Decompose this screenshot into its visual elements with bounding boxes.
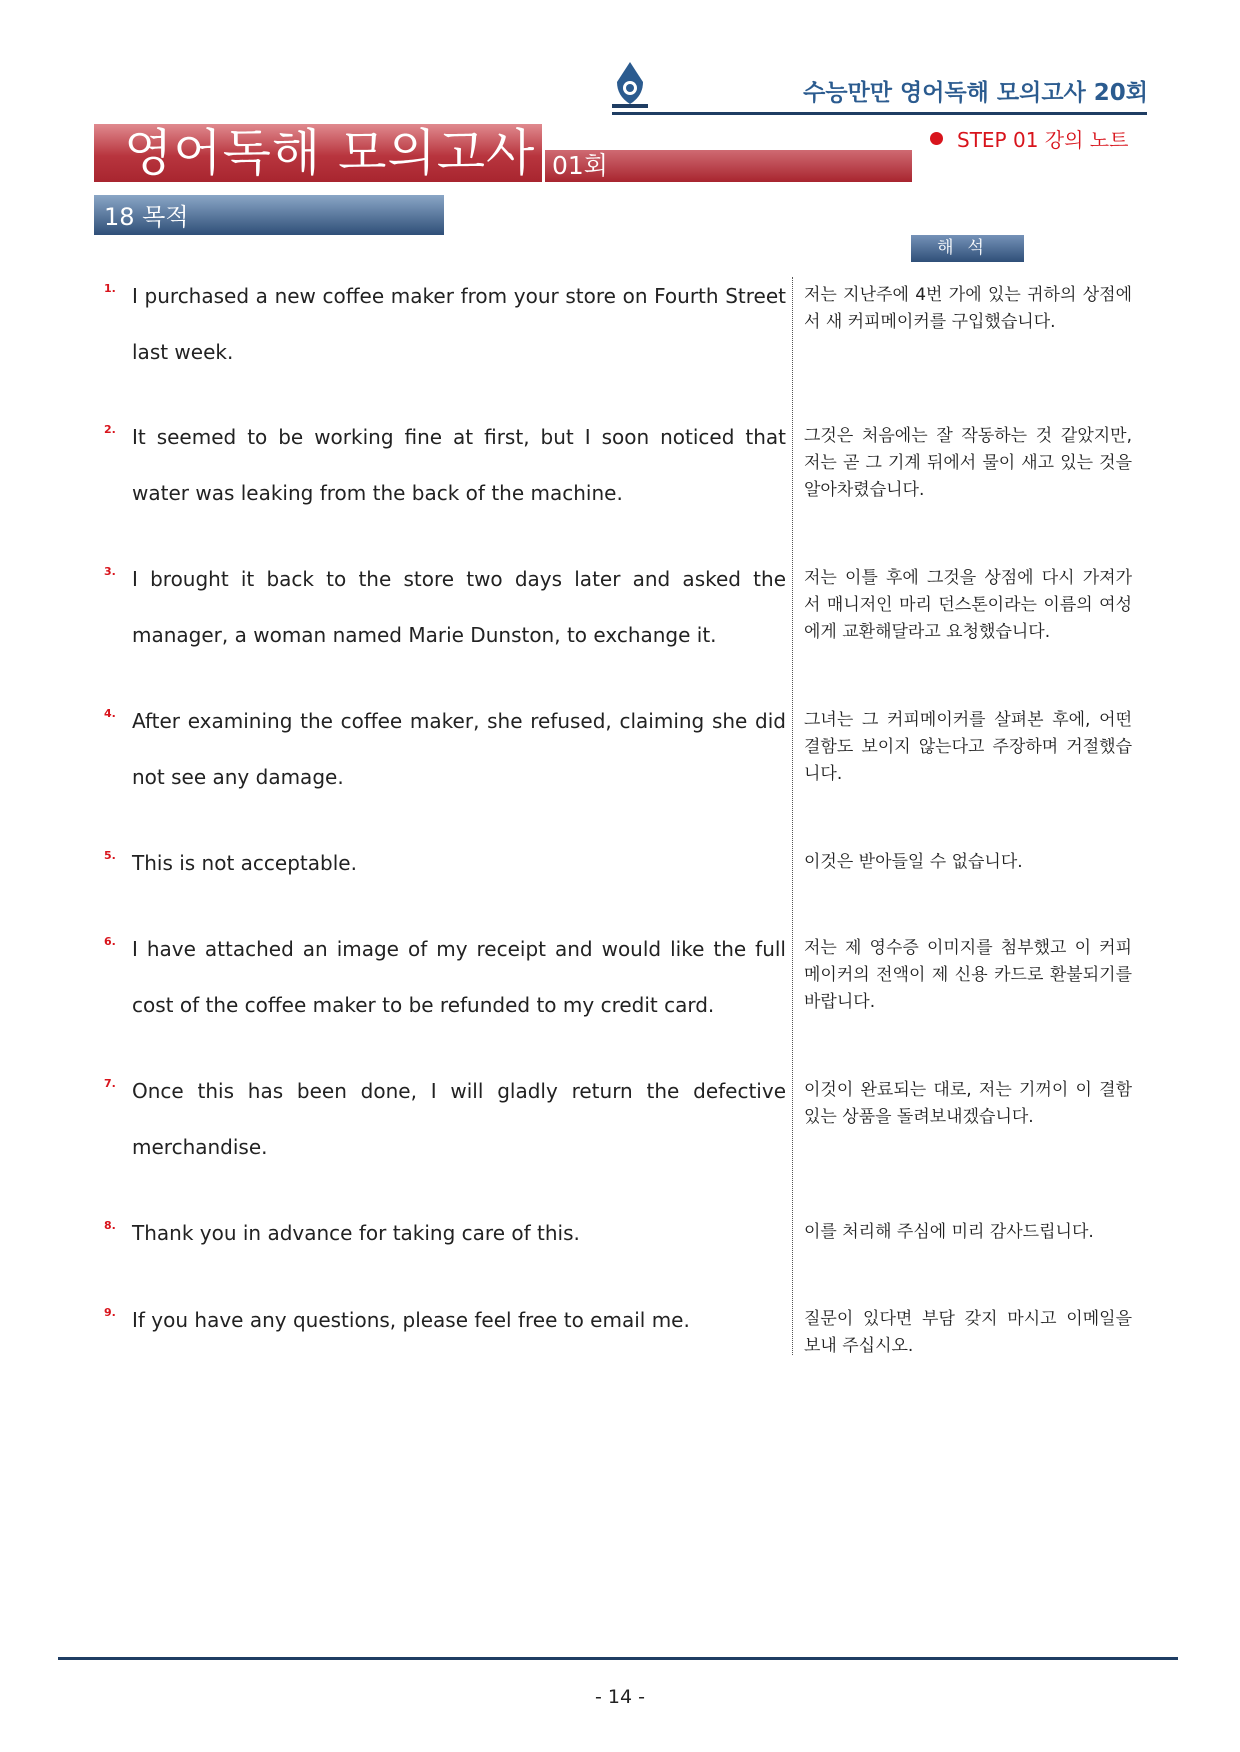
- column-divider: [792, 277, 793, 1355]
- korean-translation-2: 그것은 처음에는 잘 작동하는 것 같았지만, 저는 곧 그 기계 뒤에서 물이 새고 있는 것을 알아차렸습니다.: [804, 426, 1132, 500]
- step-note: [930, 124, 1128, 153]
- english-sentence: Once this has been done, I will gladly return the defective merchandise.: [132, 1079, 786, 1159]
- english-sentence: I purchased a new coffee maker from your store on Fourth Street last week.: [132, 284, 786, 364]
- korean-translation-4: 그녀는 그 커피메이커를 살펴본 후에, 어떤 결함도 보이지 않는다고 주장하며 거절했습니다.: [804, 710, 1132, 784]
- sentence-number: 4.: [104, 707, 116, 720]
- translation-label: 해석: [911, 235, 1024, 262]
- english-sentence: After examining the coffee maker, she refused, claiming she did not see any damage.: [132, 709, 786, 789]
- english-sentence: I brought it back to the store two days later and asked the manager, a woman named Marie Dunston, to exchange it.: [132, 567, 786, 647]
- bullet-dot-icon: [930, 132, 943, 145]
- sentence-number: 6.: [104, 935, 116, 948]
- sentence-number: 1.: [104, 282, 116, 295]
- page-number: - 14 -: [595, 1686, 645, 1708]
- pen-nib-logo-icon: [610, 60, 650, 110]
- korean-translation-7: 이것이 완료되는 대로, 저는 기꺼이 이 결함 있는 상품을 돌려보내겠습니다.: [804, 1080, 1132, 1127]
- section-label: 18 목적: [104, 203, 189, 231]
- sentence-number: 7.: [104, 1077, 116, 1090]
- korean-translation-3: 저는 이틀 후에 그것을 상점에 다시 가져가서 매니저인 마리 던스톤이라는 이름의 여성에게 교환해달라고 요청했습니다.: [804, 568, 1132, 642]
- sentence-number: 9.: [104, 1306, 116, 1319]
- sentence-number: 3.: [104, 565, 116, 578]
- korean-translation-8: 이를 처리해 주심에 미리 감사드립니다.: [804, 1222, 1094, 1242]
- english-sentence: This is not acceptable.: [132, 851, 357, 875]
- english-sentence: It seemed to be working fine at first, but I soon noticed that water was leaking from the back of the machine.: [132, 425, 786, 505]
- korean-translation-6: 저는 제 영수증 이미지를 첨부했고 이 커피메이커의 전액이 제 신용 카드로 환불되기를 바랍니다.: [804, 938, 1132, 1012]
- english-sentence: I have attached an image of my receipt and would like the full cost of the coffee maker to be refunded to my credit card.: [132, 937, 786, 1017]
- korean-translation-9: 질문이 있다면 부담 갖지 마시고 이메일을 보내 주십시오.: [804, 1309, 1132, 1356]
- sentence-number: 2.: [104, 423, 116, 436]
- korean-translation-5: 이것은 받아들일 수 없습니다.: [804, 852, 1023, 872]
- document-title: 영어독해 모의고사: [124, 124, 536, 182]
- footer-rule: [58, 1657, 1178, 1660]
- english-sentence: Thank you in advance for taking care of this.: [132, 1221, 580, 1245]
- korean-translation-1: 저는 지난주에 4번 가에 있는 귀하의 상점에서 새 커피메이커를 구입했습니다.: [804, 285, 1132, 332]
- sentence-number: 8.: [104, 1219, 116, 1232]
- sentence-number: 5.: [104, 849, 116, 862]
- series-title: 수능만만 영어독해 모의고사 20회: [803, 80, 1148, 106]
- session-label: 01회: [552, 151, 608, 180]
- english-sentence: If you have any questions, please feel free to email me.: [132, 1308, 690, 1332]
- header-rule: [612, 112, 1147, 115]
- step-note-text: STEP 01 강의 노트: [957, 128, 1129, 152]
